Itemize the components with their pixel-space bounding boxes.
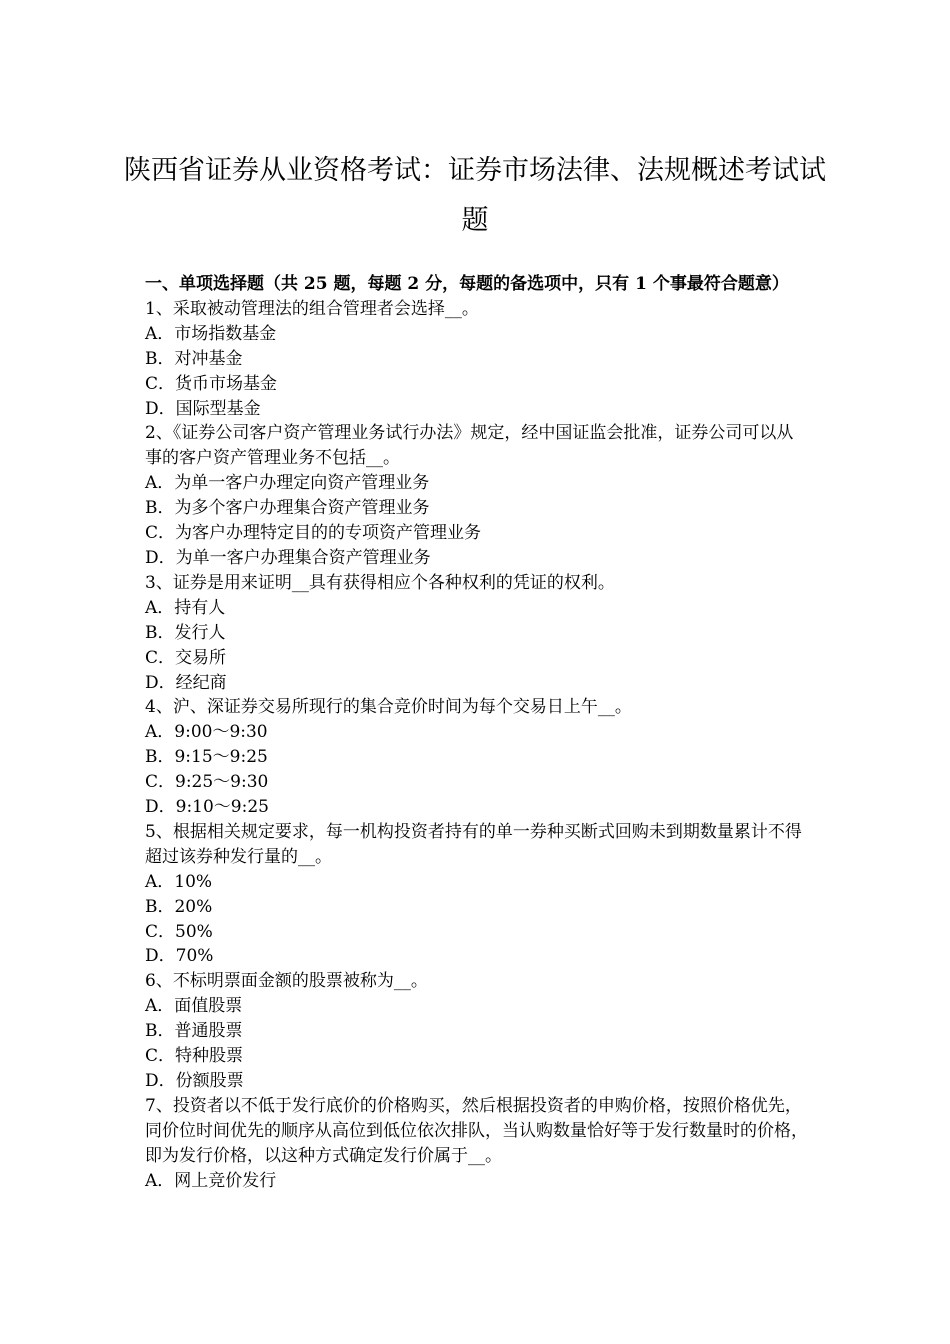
option-c: C．为客户办理特定目的的专项资产管理业务	[145, 523, 482, 544]
option-c: C．9:25～9:30	[145, 772, 269, 793]
option-b: B．普通股票	[145, 1021, 243, 1042]
question-text: 6、不标明票面金额的股票被称为__。	[145, 971, 428, 992]
question-4	[145, 695, 810, 820]
question-3	[145, 571, 810, 696]
option-b: B．对冲基金	[145, 348, 243, 369]
option-a: A．10%	[145, 871, 213, 892]
option-c: C．货币市场基金	[145, 373, 278, 394]
question-7	[145, 1094, 810, 1194]
option-d: D．70%	[145, 946, 214, 967]
option-b: B．为多个客户办理集合资产管理业务	[145, 498, 430, 519]
option-c: C．特种股票	[145, 1046, 244, 1067]
option-d: D．国际型基金	[145, 398, 261, 419]
question-6	[145, 969, 810, 1094]
option-b: B．9:15～9:25	[145, 747, 268, 768]
option-d: D．份额股票	[145, 1071, 244, 1091]
option-d: D．9:10～9:25	[145, 797, 269, 818]
option-a: A．面值股票	[145, 996, 243, 1017]
option-c: C．50%	[145, 921, 213, 942]
question-5	[145, 820, 810, 969]
option-a: A．为单一客户办理定向资产管理业务	[145, 473, 430, 494]
question-text: 1、采取被动管理法的组合管理者会选择__。	[145, 298, 479, 319]
option-a: A．持有人	[145, 597, 226, 618]
option-d: D．经纪商	[145, 672, 227, 693]
question-text: 7、投资者以不低于发行底价的价格购买，然后根据投资者的申购价格，按照价格优先，同价位时间优先的顺序从高位到低位依次排队，当认购数量恰好等于发行数量时的价格，即为发行价格，以这种方式确定发行价属于__。	[145, 1095, 808, 1166]
option-b: B．发行人	[145, 622, 226, 643]
section-heading: 一、单项选择题（共 25 题，每题 2 分，每题的备选项中，只有 1 个事最符合题意）	[145, 274, 789, 294]
option-a: A．9:00～9:30	[145, 722, 268, 743]
option-b: B．20%	[145, 896, 213, 917]
question-text: 2、《证券公司客户资产管理业务试行办法》规定，经中国证监会批准，证券公司可以从事的客户资产管理业务不包括__。	[145, 423, 794, 469]
page-title: 陕西省证券从业资格考试：证券市场法律、法规概述考试试题	[124, 155, 826, 236]
document-body	[145, 272, 810, 1194]
option-a: A．市场指数基金	[145, 323, 277, 344]
option-d: D．为单一客户办理集合资产管理业务	[145, 547, 431, 568]
question-1	[145, 297, 810, 422]
question-text: 5、根据相关规定要求，每一机构投资者持有的单一券种买断式回购未到期数量累计不得超过该券种发行量的__。	[145, 821, 802, 867]
question-text: 3、证券是用来证明__具有获得相应个各种权利的凭证的权利。	[145, 572, 615, 593]
question-2	[145, 421, 810, 570]
option-a: A．网上竞价发行	[145, 1170, 277, 1191]
question-text: 4、沪、深证券交易所现行的集合竞价时间为每个交易日上午__。	[145, 697, 632, 718]
option-c: C．交易所	[145, 647, 227, 668]
